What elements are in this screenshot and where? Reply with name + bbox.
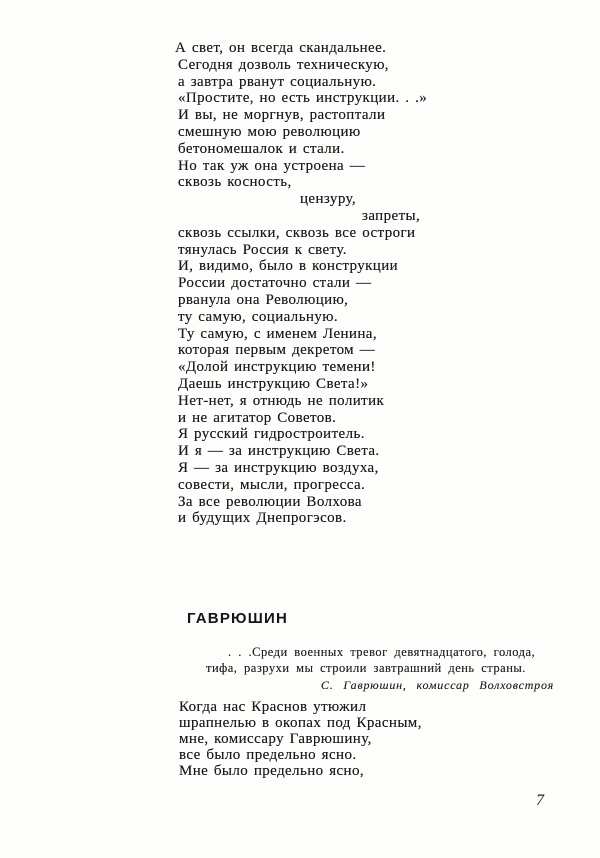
poem-line: совести, мысли, прогресса.: [178, 476, 366, 493]
section-heading: ГАВРЮШИН: [187, 610, 288, 627]
poem-stanza-2: [179, 700, 422, 780]
poem-line: «Простите, но есть инструкции. . .»: [178, 90, 428, 107]
poem-line: сквозь ссылки, сквозь все остроги: [178, 224, 416, 241]
epigraph-line-1: . . .Среди военных тревог девятнадцатого, голода,: [228, 645, 536, 659]
poem-line: мне, комиссару Гаврюшину,: [179, 730, 372, 747]
poem-line: запреты,: [362, 207, 421, 224]
poem-line: шрапнелью в окопах под Красным,: [179, 714, 422, 731]
poem-line: Когда нас Краснов утюжил: [179, 699, 367, 715]
epigraph: [206, 644, 558, 693]
poem-line: все было предельно ясно.: [179, 746, 357, 763]
poem-line: И я — за инструкцию Света.: [178, 443, 380, 460]
poem-line: Ту самую, с именем Ленина,: [178, 325, 377, 342]
poem-line: бетономешалок и стали.: [178, 140, 345, 157]
epigraph-line-2: тифа, разрухи мы строили завтрашний день страны.: [206, 661, 526, 675]
poem-line: России достаточно стали —: [178, 275, 372, 292]
poem-line: Я — за инструкцию воздуха,: [178, 459, 379, 476]
poem-line: и будущих Днепрогэсов.: [178, 510, 347, 527]
poem-line: Сегодня дозволь техническую,: [178, 56, 389, 73]
poem-line: Но так уж она устроена —: [178, 157, 366, 174]
poem-line: цензуру,: [300, 191, 357, 208]
poem-line: Я русский гидростроитель.: [178, 426, 365, 443]
poem-line: «Долой инструкцию темени!: [178, 359, 376, 376]
poem-line: а завтра рванут социальную.: [178, 73, 377, 90]
poem-line: За все революции Волхова: [178, 493, 362, 510]
epigraph-attribution: С. Гаврюшин, комиссар Волховстроя: [320, 678, 554, 692]
poem-stanza-1: [175, 40, 427, 527]
poem-line: которая первым декретом —: [178, 342, 376, 359]
poem-line: А свет, он всегда скандальнее.: [175, 40, 387, 56]
poem-line: тянулась Россия к свету.: [178, 241, 347, 258]
poem-line: И вы, не моргнув, растоптали: [178, 107, 386, 124]
poem-line: смешную мою революцию: [178, 123, 361, 140]
poem-line: И, видимо, было в конструкции: [178, 258, 399, 275]
poem-line: Даешь инструкцию Света!»: [178, 375, 369, 392]
poem-line: Мне было предельно ясно,: [179, 762, 365, 779]
poem-line: сквозь косность,: [178, 174, 292, 191]
poem-line: Нет-нет, я отнюдь не политик: [178, 392, 385, 409]
poem-line: рванула она Революцию,: [178, 291, 349, 308]
poem-line: и не агитатор Советов.: [178, 409, 337, 426]
page-number: 7: [536, 792, 544, 809]
poem-line: ту самую, социальную.: [178, 308, 339, 325]
